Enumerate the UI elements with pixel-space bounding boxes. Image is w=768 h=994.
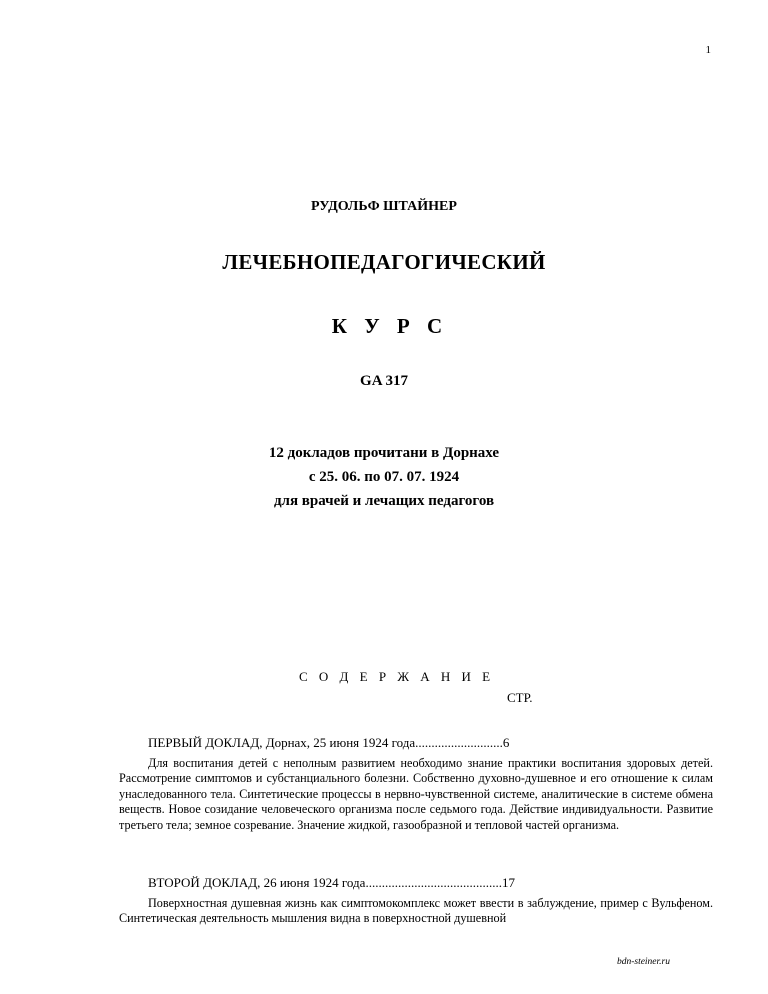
toc-heading: С О Д Е Р Ж А Н И Е bbox=[299, 669, 495, 684]
toc-entry-title: ВТОРОЙ ДОКЛАД, 26 июня 1924 года..........................................17 bbox=[148, 875, 515, 890]
author-name: РУДОЛЬФ ШТАЙНЕР bbox=[311, 199, 457, 214]
book-title: ЛЕЧЕБНОПЕДАГОГИЧЕСКИЙ bbox=[222, 250, 546, 274]
toc-entry-description: Для воспитания детей с неполным развитием необходимо знание практики воспитания здоровых детей. Рассмотрение симптомов и субстанциального болезни. Собственно духовно-душевное и его отношение к силам унаследованного тела. Синтетические процессы в нервно-чувственной системе, аналитические в системе обмена веществ. Новое созидание человеческого организма после седьмого года. Действие индивидуальности. Развитие третьего тела; земное созревание. Значение жидкой, газообразной и тепловой частей организма. bbox=[119, 756, 713, 832]
toc-entry-title: ПЕРВЫЙ ДОКЛАД, Дорнах, 25 июня 1924 года...........................6 bbox=[148, 735, 510, 750]
ga-code: GA 317 bbox=[360, 373, 408, 389]
book-subtitle: К У Р С bbox=[331, 314, 449, 338]
page-number: 1 bbox=[705, 44, 711, 56]
lecture-info bbox=[0, 441, 768, 513]
lecture-info-line-2: с 25. 06. по 07. 07. 1924 bbox=[308, 469, 460, 485]
lecture-info-line-3: для врачей и лечащих педагогов bbox=[273, 493, 495, 509]
footer-source: bdn-steiner.ru bbox=[616, 957, 670, 967]
toc-page-label: СТР. bbox=[507, 690, 533, 705]
lecture-info-line-1: 12 докладов прочитани в Дорнахе bbox=[268, 445, 500, 461]
toc-entry-description: Поверхностная душевная жизнь как симптомокомплекс может ввести в заблуждение, пример с Вульфеном. Синтетическая деятельность мышления видна в поверхностной душевной bbox=[119, 896, 713, 926]
